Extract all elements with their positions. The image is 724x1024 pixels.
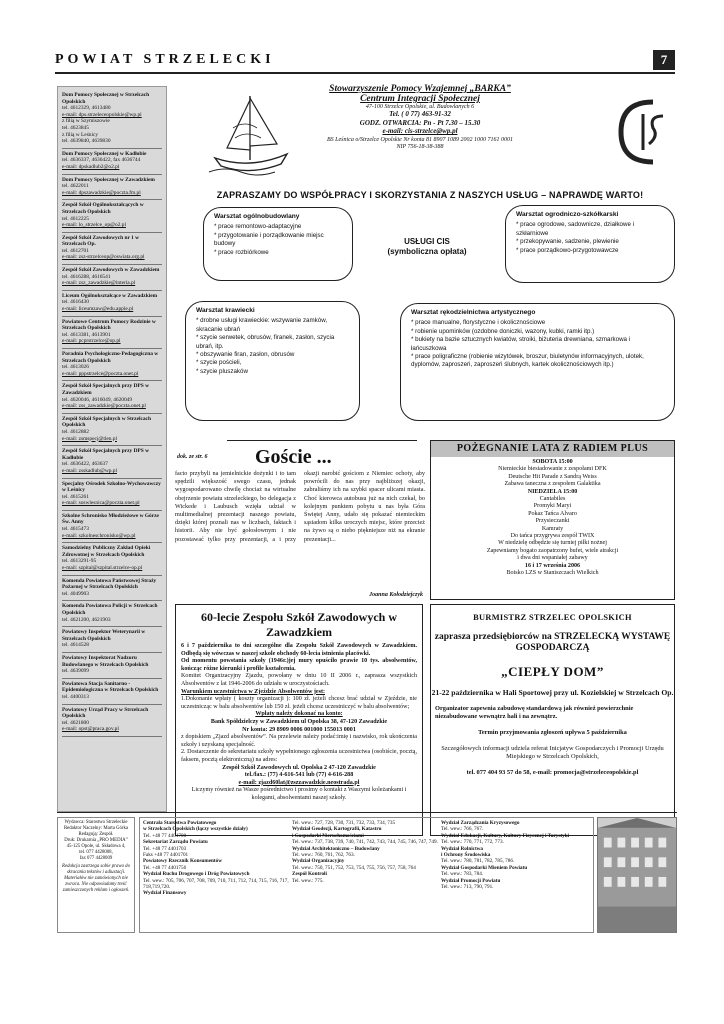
anniversary-email[interactable]: e-mail: zjazd60lat@zszzawadzkie.neostrada.pl — [238, 779, 360, 786]
directory-entry-line: tel. 4400313 — [62, 693, 89, 700]
article-goscie — [175, 440, 425, 598]
workshop-item: * prace poligraficzne (robienie wizytówek, broszur, biuletynów informacyjnych, ulotek, dyplomów, zaproszeń, zaproszeń ślubnych, kartek okolicznościowych itp.) — [411, 353, 664, 370]
radio-line: 16 i 17 września 2006 — [524, 562, 581, 569]
directory-entry-name: Liceum Ogólnokształcące w Zawadzkiem — [62, 292, 158, 299]
contact-line: Faks +48 77 4401701 — [143, 852, 189, 859]
radio-line: Zabawa taneczna z zespołem Galaktika — [504, 481, 601, 488]
directory-entry-line: tel. 4615261 — [62, 493, 89, 500]
directory-entry — [62, 705, 162, 737]
directory-entry-line[interactable]: e-mail: pppstrzelce@poczta.onet.pl — [62, 370, 139, 377]
radio-line: Cantabiles — [539, 496, 566, 503]
directory-entry-name: Zespół Szkół Specjalnych w Strzelcach Opolskich — [62, 415, 151, 429]
directory-entry-line: tel. 4613381, 4613901 — [62, 331, 111, 338]
imprint-line: tel. 077 4428008, — [79, 850, 113, 855]
directory-entry-line[interactable]: e-mail: pcprstrzelce@op.pl — [62, 338, 121, 345]
directory-entry-line[interactable]: e-mail: zsz_zawadzkie@interia.pl — [62, 280, 136, 287]
contact-line: Wydział Zarządzania Kryzysowego — [441, 820, 520, 826]
directory-entry — [62, 543, 162, 575]
contact-line: i Gospodarki Nieruchomościami — [292, 832, 364, 839]
workshop-item: * szycie pluszaków — [196, 368, 349, 376]
directory-entry — [62, 291, 162, 317]
directory-entry-name: Dom Pomocy Społecznej w Strzelcach Opolskich — [62, 92, 150, 105]
article-body: facto przybyli na jemielnickie dożynki i to tam spędzili większość swego czasu, jednak wygospodarowano chwilę chociaż na wirtualne obejrzenie powiatu strzeleckiego, bo delegacja z Wickede i Laubusch wzięła udział w multimedialnej prezentacji naszego powiatu, dzięki której poznali nas w liczbach, faktach i historii. Aby nie być gołosłownym i nie pozostawać tylko przy prezentacji, a i przy okazji narobić gościom z Niemiec ochoty, aby powrócili do nas przy najbliższej okazji, zabraliśmy ich na szybki spacer ulicami miasta. Choć kierowca autobusu już na nich czekał, bo kolejnym punktem pobytu u nas była Góra Świętej Anny, udało się pokazać niemieckim sąsiadom kilka uroczych miejsc, które przecież na żywo są o niebo piękniejsze niż na ekranie prezentacji... — [175, 470, 425, 543]
directory-entry-line: tel. 4636422, 463637 — [62, 461, 108, 468]
contact-line: Tel. wew.: 750, 751, 752, 753, 754, 755, 756, 757, 758, 764 — [292, 864, 416, 871]
directory-entry-line[interactable]: e-mail: zsz-strzelceop@oswiata.org.pl — [62, 254, 145, 261]
directory-entry-line: tel. 4612882 — [62, 428, 89, 435]
directory-entry-name: Samodzielny Publiczny Zakład Opieki Zdrowotnej w Strzelcach Opolskich — [62, 545, 151, 558]
directory-entry-line: tel. 4622011 — [62, 183, 89, 190]
newspaper-title: POWIAT STRZELECKI — [55, 52, 275, 67]
exhibition-contact: tel. 077 404 93 57 do 58, e-mail: promocja@strzeleceopolskie.pl — [466, 769, 639, 776]
directory-entry — [62, 446, 162, 478]
contact-line: Tel. wew.: 775. — [292, 877, 324, 884]
anniversary-box: 60-lecie Zespołu Szkół Zawodowych w Zawadzkiem 6 i 7 października to dni szczególne dla Zespołu Szkół Zawodowych w Zawadzkiem. Odbędą się wówczas w naszej szkole obchody 60-lecia istnienia placówki. Od momentu powstania szkoły (1946r.)jej mury opuściło prawie 10 tys. absolwentów, kończąc różne kierunki i profile kształcenia. Komitet Organizacyjny Zjazdu, powołany w dniu 10 II 2006 r., zaprasza wszystkich Absolwentów z lat 1946-2006 do udziału w uroczystościach. Warunkiem uczestnictwa w Zjeździe Absolwentów jest: 1.Dokonanie wpłaty ( koszty organizacji ): 100 zł. jeżeli chcesz brać udział w Zjeździe, nie uczestnicząc w balu absolwentów lub 150 zł. jeżeli chcesz uczestniczyć w balu absolwentów; Wpłaty należy dokonać na konto: Bank Spółdzielczy w Zawadzkiem ul Opolska 38, 47-120 Zawadzkie Nr konta: 29 8909 0006 001000 155013 0001 z dopiskiem „Zjazd absolwentów”. Na przelewie należy podać:imię i nazwisko, rok ukończenia szkoły i uzyskaną specjalność. 2. Dostarczenie do sekretariatu szkoły wypełnionego zgłoszenia uczestnictwa (osobiście, pocztą, faksem, pocztą elektroniczną) na adres: Zespół Szkół Zawodowych ul. Opolska 2 47-120 Zawadzkie tel./fax.: (77) 4-616-541 lub (77) 4-616-288 e-mail: zjazd60lat@zszzawadzkie.neostrada.pl Liczymy również na Wasze pośrednictwo i prosimy o kontakt z Waszymi koleżankami i kolegami, absolwentami naszej szkoły. — [175, 604, 423, 836]
directory-entry-line: tel. 4612225 — [62, 215, 89, 222]
workshop-item: * obszywanie firan, zasłon, obrusów — [196, 351, 349, 359]
directory-entry-line: tel. 4639840, 4639830 — [62, 138, 111, 145]
directory-entry-line[interactable]: e-mail: zsmspecj@tlen.pl — [62, 435, 117, 442]
burmistrz-header: BURMISTRZ STRZELEC OPOLSKICH — [473, 613, 632, 622]
imprint-line: Redagują: Zespół. — [78, 832, 114, 837]
directory-entry — [62, 414, 162, 446]
barka-phone: Tel. ( 0 77) 463-91-32 — [389, 110, 451, 119]
contact-line: Tel. wew.: 737, 738, 739, 740, 741, 742, 743, 744, 745, 746, 747, 749. — [292, 839, 438, 846]
directory-entry — [62, 479, 162, 511]
workshop-item: * prace porządkowo-przygotowawcze — [516, 247, 664, 255]
directory-entry-line[interactable]: e-mail: soswlesnica@poczta.onet.pl — [62, 500, 140, 507]
contact-line: Tel. wew.: 760, 761, 762, 763. — [292, 852, 355, 859]
directory-entry-name: Komenda Powiatowa Państwowej Straży Pożarnej w Strzelcach Opolskich — [62, 577, 157, 591]
contact-line: Wydział Finansowy — [143, 890, 187, 897]
directory-entry-line: tel. 4616288, 4616541 — [62, 273, 111, 280]
radio-line: Przysieczanki — [535, 518, 570, 525]
contact-line: Tel. wew.: 783, 784. — [441, 871, 484, 878]
imprint-line: Druk: Drukarnia „PRO MEDIA” — [64, 838, 128, 843]
contact-line: Wydział Architektoniczno – Budowlany — [292, 845, 380, 852]
burmistrz-box: BURMISTRZ STRZELEC OPOLSKICH zaprasza przedsiębiorców na STRZELECKĄ WYSTAWĘ GOSPODARCZĄ „CIEPŁY DOM” 21-22 października w Hali Sportowej przy ul. Kozielskiej w Strzelcach Op. Organizator zapewnia zabudowę standardową jak również powierzchnie niezabudowane wewnątrz hali i na zewnątrz. Termin przyjmowania zgłoszeń upływa 5 października Szczegółowych informacji udziela referat Inicjatyw Gospodarczych i Promocji Urzędu Miejskiego w Strzelcach Opolskich, tel. 077 404 93 57 do 58, e-mail: promocja@strzeleceopolskie.pl — [430, 604, 675, 836]
barka-cis-name: Centrum Integracji Społecznej — [360, 94, 480, 104]
workshop-construction: Warsztat ogólnobudowlany * prace remontowo-adaptacyjne * przygotowanie i porządkowanie miejsc budowy * prace rozbiórkowe — [203, 207, 353, 281]
workshop-item: * szycie pościeli, — [196, 359, 349, 367]
directory-entry — [62, 175, 162, 201]
directory-entry-name: Dom Pomocy Społecznej w Kadłubie — [62, 150, 147, 157]
institution-directory — [57, 86, 167, 812]
contact-line: Powiatowy Rzecznik Konsumentów — [143, 858, 222, 865]
contact-line: Wydział Rolnictwa — [441, 845, 484, 852]
cis-services-label: USŁUGI CIS (symboliczna opłata) — [387, 237, 467, 256]
directory-entry — [62, 317, 162, 349]
directory-entry-name: Specjalny Ośrodek Szkolno-Wychowawczy w Leśnicy — [62, 480, 161, 494]
radio-line: Niemieckie biesiadowanie z zespołami DFK — [498, 466, 607, 473]
contact-line: Sekretariat Zarządu Powiatu — [143, 839, 208, 846]
directory-entry — [62, 511, 162, 543]
barka-header — [175, 84, 675, 186]
masthead — [55, 50, 675, 74]
directory-entry-line[interactable]: e-mail: zss_zawadzkie@poczta.onet.pl — [62, 403, 146, 410]
contact-line: Wydział Edukacji, Kultury, Kultury Fizycznej i Turystyki — [441, 832, 570, 839]
directory-entry-line: tel. 4636337, 4636422, fax 4636744 — [62, 157, 141, 164]
workshop-item: * przekopywanie, sadzenie, plewienie — [516, 238, 664, 246]
workshop-item: * prace remontowo-adaptacyjne — [214, 223, 342, 231]
directory-entry-name: Powiatowe Centrum Pomocy Rodzinie w Strzelcach Opolskich — [62, 318, 156, 332]
imprint-line: Wydawca: Starostwo Strzeleckie — [64, 820, 128, 825]
exhibition-name: „CIEPŁY DOM” — [501, 664, 604, 679]
imprint-line: Redaktor Naczelny: Marta Górka — [63, 826, 129, 831]
contact-line: Centrala Starostwa Powiatowego — [143, 820, 217, 826]
directory-entry-name: Zespół Szkół Specjalnych przy DPS w Kadłubie — [62, 448, 150, 461]
exhibition-invite: zaprasza przedsiębiorców na STRZELECKĄ WYSTAWĘ GOSPODARCZĄ — [434, 632, 671, 653]
directory-entry-name: Zespół Szkół Zawodowych nr 1 w Strzelcach Op. — [62, 234, 140, 248]
imprint-note: Redakcja zastrzega sobie prawo do skracania tekstów i adiustacji. Materiałów nie zamówionych nie zwraca. Nie odpowiadamy treść zamieszczonych reklam i ogłoszeń. — [62, 864, 130, 893]
page-number: 7 — [653, 50, 675, 70]
workshop-item: * prace rozbiórkowe — [214, 249, 342, 257]
contact-line: Tel. wew.: 727, 728, 730, 731, 732, 733, 734, 735 — [292, 820, 396, 826]
workshop-item: * bukiety na bazie sztucznych kwiatów, stroiki, biżuteria drewniana, szmarkowa i łańcuszkowa — [411, 336, 664, 353]
article-title: Goście ... — [255, 446, 332, 468]
footer — [57, 812, 677, 936]
contact-line: Tel. +48 77 4401703 — [143, 845, 187, 852]
directory-entry — [62, 653, 162, 679]
building-photo — [597, 817, 677, 933]
directory-entry-line[interactable]: e-mail: dps.strzeleceopolskie@wp.pl — [62, 111, 142, 118]
workshop-item: * robienie upominków (ozdobne doniczki, wazony, kubki, ramki itp.) — [411, 328, 664, 336]
directory-entry-line: tel. 4615473 — [62, 526, 89, 533]
workshop-gardening: Warsztat ogrodniczo-szkółkarski * prace ogrodowe, sadownicze, działkowe i szkłarniowe * przekopywanie, sadzenie, plewienie * prace porządkowo-przygotowawcze — [505, 205, 675, 283]
radio-line: Kamraty — [541, 525, 564, 532]
directory-entry-line: tel. 4612701 — [62, 247, 89, 254]
directory-entry-line: z filią w Szymiszowie — [62, 118, 110, 125]
directory-entry-line[interactable]: e-mail: zsskadlub@wp.pl — [62, 467, 117, 474]
radio-line: Boisko LZS w Staniszczach Wielkich — [506, 570, 599, 577]
directory-entry-name: Szkolne Schronisko Młodzieżowe w Górze Św. Anny — [62, 512, 159, 526]
contact-line: Tel. wew.: 780, 781, 782, 785, 786. — [441, 858, 515, 865]
directory-entry-name: Zespół Szkół Ogólnokształcących w Strzelcach Opolskich — [62, 202, 144, 215]
directory-entry-name: Powiatowa Stacja Sanitarno - Epidemiologiczna w Strzelcach Opolskich — [62, 680, 159, 694]
radio-line: W niedzielę odbędzie się turniej piłki nożnej — [498, 540, 607, 547]
contact-line: Tel. wew.: 713, 790, 791. — [441, 884, 494, 891]
directory-entry-line[interactable]: e-mail: dpskadlub2@o2.pl — [62, 163, 120, 170]
directory-entry-line: tel. 4639099 — [62, 668, 89, 675]
directory-entry-line[interactable]: e-mail: liceumzaw@edu.apple.pl — [62, 306, 134, 313]
radio-line: NIEDZIELA 15:00 — [527, 488, 578, 495]
directory-entry-name: Powiatowy Urząd Pracy w Strzelcach Opolskich — [62, 706, 149, 720]
directory-entry — [62, 627, 162, 653]
starostwo-contacts — [139, 817, 594, 933]
directory-entry — [62, 233, 162, 265]
directory-entry-name: Komenda Powiatowa Policji w Strzelcach Opolskich — [62, 603, 158, 616]
barka-bank: BS Leśnica o/Strzelce Opolskie Nr konta 81 8907 1089 2002 1000 7161 0001 — [327, 136, 513, 143]
contact-line: Zespół Kontroli — [292, 871, 327, 878]
directory-entry-line: tel. 4614528 — [62, 642, 89, 649]
directory-entry-line: tel. 4049903 — [62, 590, 89, 597]
directory-entry-name: Poradnia Psychologiczno-Pedagogiczna w Strzelcach Opolskich — [62, 351, 159, 364]
radio-line: i dwa dni wspaniałej zabawy — [517, 555, 588, 562]
workshop-handicraft: Warsztat rękodzielnictwa artystycznego * prace manualne, florystyczne i okolicznościowe * robienie upominków (ozdobne doniczki, wazony, kubki, ramki itp.) * bukiety na bazie sztucznych kwiatów, stroiki, biżuteria drewniana, szmarkowa i łańcuszkowa * prace poligraficzne (robienie wizytówek, broszur, biuletynów informacyjnych, ulotek, dyplomów, zaproszeń, zaproszeń ślubnych, kartek okolicznościowych itp.) — [400, 303, 675, 421]
contact-line: w Strzelcach Opolskich (łączy wszystkie działy) — [143, 826, 248, 833]
radio-title: POŻEGNANIE LATA Z RADIEM PLUS — [431, 441, 674, 457]
cis-logo — [613, 92, 673, 170]
directory-entry-line: tel. 4613291-95 — [62, 558, 97, 565]
directory-entry-line: tel. 4616430 — [62, 299, 89, 306]
directory-entry-line: tel. 4620046, 4616049, 4620049 — [62, 396, 133, 403]
contact-line: Tel. wew.: 770, 771, 772, 773. — [441, 839, 504, 846]
invite-banner: ZAPRASZAMY DO WSPÓŁPRACY I SKORZYSTANIA Z NASZYCH USŁUG – NAPRAWDĘ WARTO! — [216, 190, 644, 200]
directory-entry-name: Zespół Szkół Zawodowych w Zawadzkiem — [62, 267, 160, 274]
workshop-tailoring: Warsztat krawiecki * drobne usługi krawieckie: wszywanie zamków, skracanie ubrań * szycie serwetek, obrusów, firanek, zasłon, szycia ubrań, itp. * obszywanie firan, zasłon, obrusów * szycie pościeli, * szycie pluszaków — [185, 301, 360, 421]
radio-line: Zapewniamy bogato zaopatrzony bufet, wiele atrakcji — [486, 547, 619, 554]
directory-entry — [62, 576, 162, 602]
directory-entry-name: Dom Pomocy Społecznej w Zawadzkiem — [62, 176, 155, 183]
directory-entry-line: tel. 4613026 — [62, 364, 89, 371]
directory-entry-line[interactable]: e-mail: szpital@szpital.strzelce-op.pl — [62, 565, 143, 572]
workshop-item: * prace manualne, florystyczne i okolicznościowe — [411, 319, 664, 327]
radio-program — [431, 457, 674, 578]
imprint-line: 45-125 Opole, ul. Składowa 4, — [66, 844, 126, 849]
contact-line: Tel. wew.: 705, 706, 707, 708, 709, 710, 711, 712, 714, 715, 716, 717, 718,719,720. — [143, 877, 289, 891]
directory-entry-line[interactable]: e-mail: szkolneschronisko@wp.pl — [62, 532, 136, 539]
directory-entry-line[interactable]: e-mail: opst@praca.gov.pl — [62, 726, 119, 733]
workshop-item: * prace ogrodowe, sadownicze, działkowe i szkłarniowe — [516, 221, 664, 238]
directory-entry — [62, 679, 162, 705]
barka-nip: NIP 756-18-38-388 — [396, 144, 444, 151]
imprint-line: fax 077 4428009 — [79, 856, 113, 861]
radio-plus-box — [430, 440, 675, 600]
radio-line: Deutsche Hit Parade z Sandrą Weiss — [508, 473, 597, 480]
directory-entry-line[interactable]: e-mail: dpszawadzkie@poczta.fm.pl — [62, 189, 141, 196]
exhibition-date: 21-22 października w Hali Sportowej przy ul. Kozielskiej w Strzelcach Op. — [431, 688, 674, 697]
article-continuation: dok. ze str. 6 — [177, 454, 208, 460]
contact-line: Wydział Promocji Powiatu — [441, 877, 501, 884]
directory-entry — [62, 265, 162, 291]
directory-entry-line: tel. 4621200, 4621903 — [62, 616, 111, 623]
radio-line: Pokaz Tańca Alvaro — [528, 510, 577, 517]
directory-entry-name: Powiatowy Inspektorat Nadzoru Budowlanego w Strzelcach Opolskich — [62, 654, 149, 668]
directory-entry-line[interactable]: e-mail: lo_strzelce_op@o2.pl — [62, 222, 126, 229]
contact-line: Tel. +48 77 4401756 — [143, 864, 187, 871]
directory-entry-line: tel. 4623845 — [62, 124, 89, 131]
radio-line: SOBOTA 15:00 — [532, 459, 573, 465]
directory-entry-line: tel. 4621800 — [62, 719, 89, 726]
ship-logo — [205, 88, 295, 180]
workshop-item: * drobne usługi krawieckie: wszywanie zamków, skracanie ubrań — [196, 317, 349, 334]
imprint — [57, 817, 135, 933]
contact-line: Wydział Ruchu Drogowego i Dróg Powiatowych — [143, 871, 250, 878]
radio-line: Promyki Maryi — [533, 503, 572, 510]
directory-entry-name: Zespół Szkół Specjalnych przy DPS w Zawadzkiem — [62, 383, 150, 396]
directory-entry-line: tel. 4612329, 4613480 — [62, 105, 111, 112]
workshop-item: * szycie serwetek, obrusów, firanek, zasłon, szycia ubrań, itp. — [196, 334, 349, 351]
contact-line: Wydział Gospodarki Mieniem Powiatu — [441, 864, 528, 871]
anniversary-title: 60-lecie Zespołu Szkół Zawodowych w Zawadzkiem — [200, 610, 397, 639]
workshop-bubbles — [175, 205, 675, 435]
barka-address: 47-100 Strzelce Opolskie, ul. Budowlanych 6 — [365, 104, 475, 110]
directory-entry — [62, 381, 162, 413]
directory-entry-name: Powiatowy Inspektor Weterynarii w Strzelcach Opolskich — [62, 629, 146, 642]
barka-hours: GODZ. OTWARCIA: Pn - Pt 7.30 – 15.30 — [359, 118, 481, 127]
radio-line: Do tańca przygrywa zespół TWIX — [510, 533, 595, 540]
directory-entry — [62, 200, 162, 232]
article-author: Joanna Kołodziejczyk — [369, 592, 423, 598]
directory-entry — [62, 601, 162, 627]
barka-email[interactable]: e-mail: cis-strzelce@wp.pl — [382, 127, 458, 136]
contact-line: Wydział Organizacyjny — [292, 858, 345, 865]
barka-name: Stowarzyszenie Pomocy Wzajemnej „BARKA” — [329, 84, 511, 94]
directory-entry — [62, 149, 162, 175]
workshop-item: * przygotowanie i porządkowanie miejsc budowy — [214, 232, 342, 249]
contact-line: i Ochrony Środowiska — [441, 852, 491, 859]
contact-line: Wydział Geodezji, Kartografii, Katastru — [292, 826, 382, 833]
directory-entry — [62, 90, 162, 149]
contact-line: Tel. wew.: 766, 767. — [441, 826, 484, 833]
directory-entry — [62, 349, 162, 381]
directory-entry-line: z filią w Leśnicy — [62, 131, 99, 138]
contact-line: Tel. +48 77 4401700 — [143, 832, 187, 839]
